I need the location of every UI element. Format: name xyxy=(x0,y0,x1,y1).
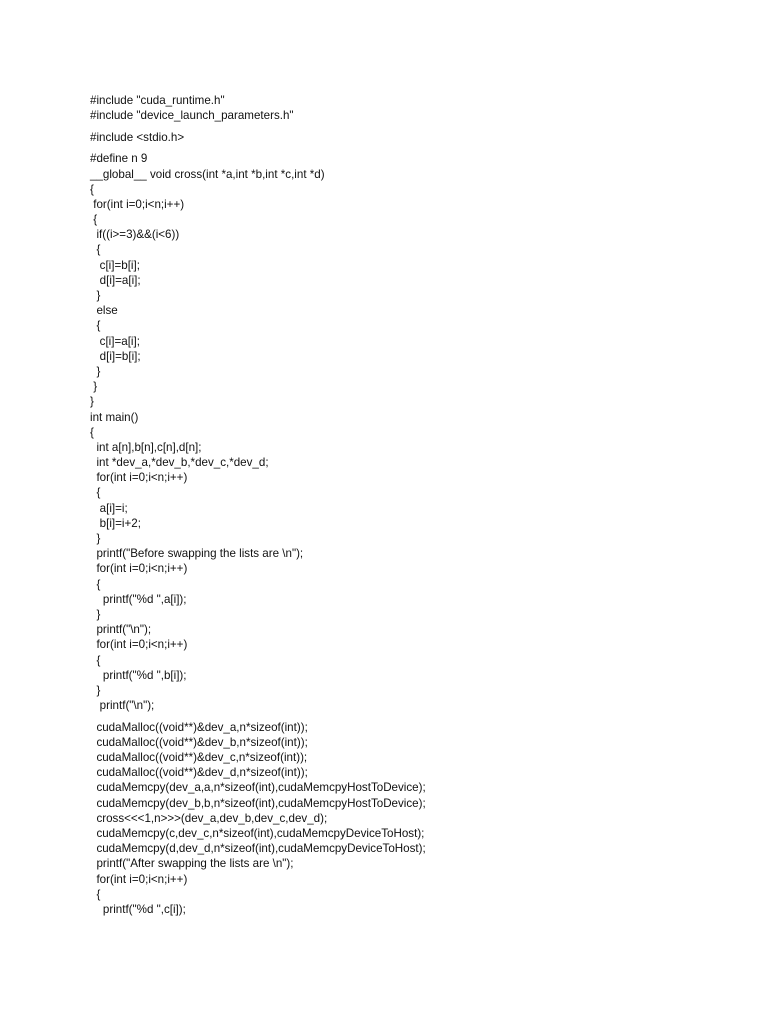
code-listing xyxy=(90,93,426,917)
code-line: printf("%d ",b[i]); xyxy=(90,668,187,682)
code-line: a[i]=i; xyxy=(90,501,128,515)
code-line: printf("%d ",c[i]); xyxy=(90,902,186,916)
code-line: { xyxy=(90,213,98,227)
code-line: { xyxy=(90,653,101,667)
code-line: cudaMalloc((void**)&dev_b,n*sizeof(int)); xyxy=(90,735,308,749)
code-line: #include "device_launch_parameters.h" xyxy=(90,109,294,123)
code-line: cudaMalloc((void**)&dev_a,n*sizeof(int)); xyxy=(90,720,308,734)
code-line: } xyxy=(90,607,101,621)
code-line: c[i]=a[i]; xyxy=(90,334,140,348)
code-line: int a[n],b[n],c[n],d[n]; xyxy=(90,440,202,454)
code-line: c[i]=b[i]; xyxy=(90,258,140,272)
code-line: } xyxy=(90,532,101,546)
code-line: b[i]=i+2; xyxy=(90,516,141,530)
code-line: cudaMalloc((void**)&dev_c,n*sizeof(int)); xyxy=(90,751,308,765)
code-line: else xyxy=(90,304,118,318)
code-line: #include <stdio.h> xyxy=(90,130,185,144)
code-line: { xyxy=(90,425,94,439)
code-line: if((i>=3)&&(i<6)) xyxy=(90,228,180,242)
code-line: for(int i=0;i<n;i++) xyxy=(90,471,188,485)
code-line: } xyxy=(90,395,94,409)
code-line: } xyxy=(90,683,101,697)
code-line: cudaMalloc((void**)&dev_d,n*sizeof(int)); xyxy=(90,766,308,780)
code-line: cudaMemcpy(d,dev_d,n*sizeof(int),cudaMemcpyDeviceToHost); xyxy=(90,842,426,856)
code-line: { xyxy=(90,182,94,196)
code-line: } xyxy=(90,289,101,303)
code-line: printf("\n"); xyxy=(90,623,152,637)
code-line: { xyxy=(90,243,101,257)
code-line: printf("%d ",a[i]); xyxy=(90,592,187,606)
code-line: d[i]=b[i]; xyxy=(90,349,141,363)
code-line: printf("Before swapping the lists are \n"); xyxy=(90,547,304,561)
code-line: cross<<<1,n>>>(dev_a,dev_b,dev_c,dev_d); xyxy=(90,811,328,825)
code-line: for(int i=0;i<n;i++) xyxy=(90,872,188,886)
code-line: { xyxy=(90,486,101,500)
code-line: #include "cuda_runtime.h" xyxy=(90,94,225,107)
code-line: cudaMemcpy(c,dev_c,n*sizeof(int),cudaMemcpyDeviceToHost); xyxy=(90,826,425,840)
code-line: int main() xyxy=(90,410,139,424)
code-line: d[i]=a[i]; xyxy=(90,273,141,287)
code-line: for(int i=0;i<n;i++) xyxy=(90,197,185,211)
code-line: { xyxy=(90,887,101,901)
code-line: } xyxy=(90,380,98,394)
code-line: printf("\n"); xyxy=(90,699,155,713)
code-line: cudaMemcpy(dev_b,b,n*sizeof(int),cudaMemcpyHostToDevice); xyxy=(90,796,426,810)
code-line: } xyxy=(90,364,101,378)
code-line: for(int i=0;i<n;i++) xyxy=(90,638,188,652)
code-line: { xyxy=(90,319,101,333)
code-line: __global__ void cross(int *a,int *b,int *c,int *d) xyxy=(90,167,325,181)
code-line: { xyxy=(90,577,101,591)
code-line: int *dev_a,*dev_b,*dev_c,*dev_d; xyxy=(90,456,269,470)
code-line: cudaMemcpy(dev_a,a,n*sizeof(int),cudaMemcpyHostToDevice); xyxy=(90,781,426,795)
code-line: for(int i=0;i<n;i++) xyxy=(90,562,188,576)
code-line: printf("After swapping the lists are \n"); xyxy=(90,857,294,871)
code-line: #define n 9 xyxy=(90,152,148,166)
